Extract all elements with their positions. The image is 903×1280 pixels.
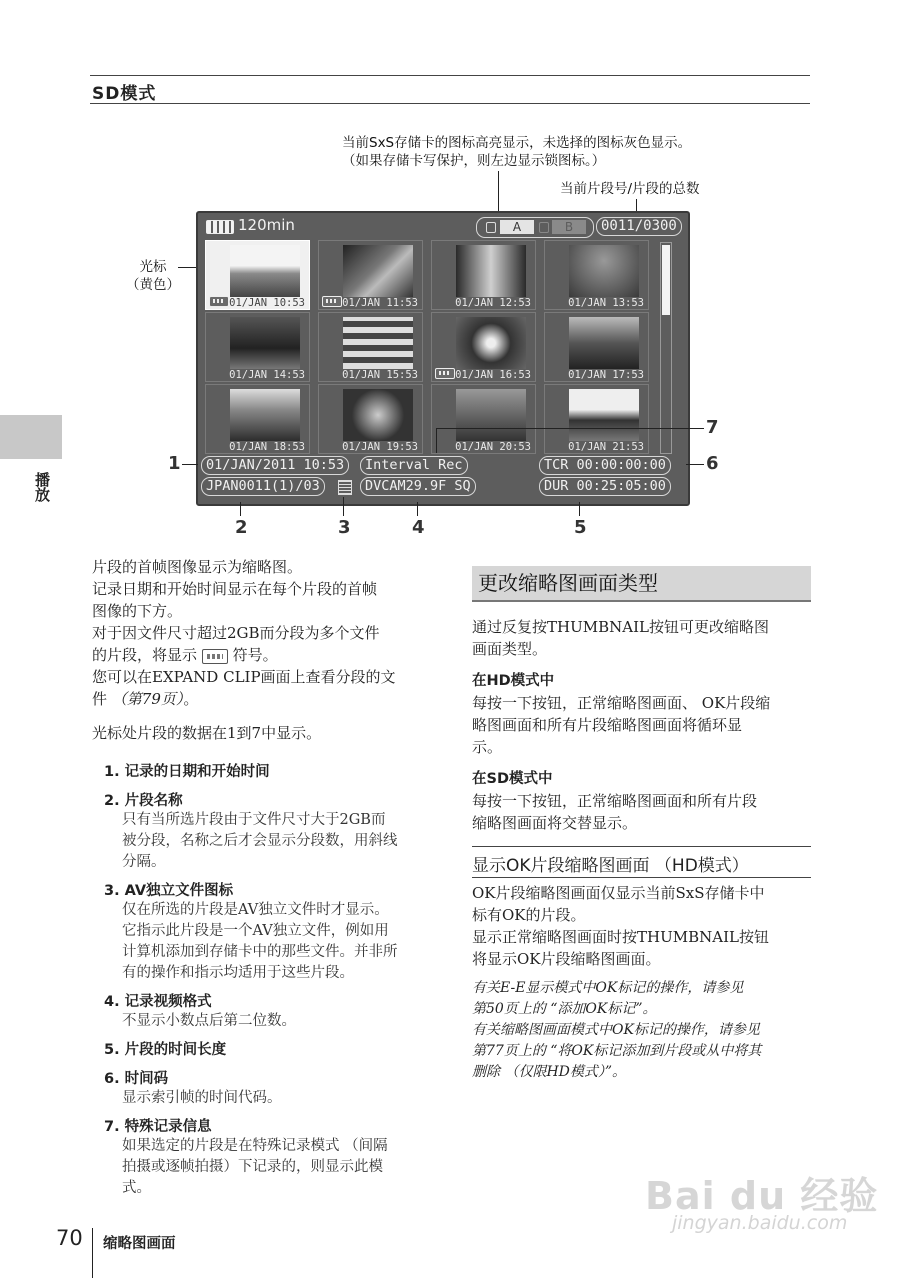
timecode: TCR 00:00:00:00 [539,456,671,475]
thumbnail-cell[interactable] [544,312,649,382]
thumbnail-time: 01/JAN 17:53 [568,369,644,381]
thumbnail-time: 01/JAN 19:53 [342,441,418,453]
item-3-heading: 3. AV独立文件图标 [104,883,234,899]
segment-icon [202,649,228,664]
thumbnail-time: 01/JAN 21:53 [568,441,644,453]
label-6: 6 [706,453,719,474]
lock-icon [486,222,496,233]
thumbnail-image [569,317,639,369]
thumbnail-time: 01/JAN 10:53 [229,297,305,309]
label-1: 1 [168,453,181,474]
thumbnail-image [456,389,526,441]
thumbnail-cell[interactable] [318,312,423,382]
item-1-heading: 1. 记录的日期和开始时间 [104,764,270,780]
watermark-logo: Bai du 经验 [645,1174,879,1218]
segment-icon [435,368,455,379]
clip-duration: DUR 00:25:05:00 [539,477,671,496]
item-2-heading: 2. 片段名称 [104,793,183,809]
thumbnail-image [230,245,300,297]
thumbnail-time: 01/JAN 13:53 [568,297,644,309]
thumbnail-image [230,317,300,369]
label-3: 3 [338,517,351,538]
record-date-time: 01/JAN/2011 10:53 [201,456,349,475]
thumbnail-image [343,317,413,369]
callout-clip-count: 当前片段号/片段的总数 [560,181,700,197]
footer-section: 缩略图画面 [103,1236,176,1252]
thumbnail-image [343,389,413,441]
battery-icon [206,220,234,234]
side-tab [0,415,62,459]
thumbnail-screen [196,211,690,506]
callout-slot-highlight: 当前SxS存储卡的图标高亮显示，未选择的图标灰色显示。 （如果存储卡写保护，则左边显示锁图标。） [342,135,692,169]
thumbnail-cell[interactable] [205,240,310,310]
thumbnail-cell[interactable] [431,384,536,454]
label-2: 2 [235,517,248,538]
thumbnail-cell[interactable] [318,384,423,454]
item-4-heading: 4. 记录视频格式 [104,994,212,1010]
slot-a: A [500,220,534,234]
thumbnail-cell[interactable] [205,312,310,382]
thumbnail-time: 01/JAN 20:53 [455,441,531,453]
thumbnail-image [456,317,526,369]
sd-mode-heading: 在SD模式中 [472,771,553,787]
thumbnail-cell[interactable] [544,384,649,454]
watermark-url: jingyan.baidu.com [672,1212,848,1234]
section-title-sd-mode: SD模式 [92,84,157,104]
thumbnail-cell[interactable] [205,384,310,454]
scrollbar[interactable] [660,242,672,454]
thumbnail-time: 01/JAN 14:53 [229,369,305,381]
callout-cursor: 光标 （黄色） [126,259,180,293]
item-5-heading: 5. 片段的时间长度 [104,1042,227,1058]
slot-b: B [552,220,586,234]
item-6-heading: 6. 时间码 [104,1071,169,1087]
thumbnail-image [230,389,300,441]
ok-clip-heading: 显示OK片段缩略图画面 （HD模式） [472,856,749,876]
ok-clip-body: OK片段缩略图画面仅显示当前SxS存储卡中 标有OK的片段。 显示正常缩略图画面时按THUMBNAIL按钮 将显示OK片段缩略图画面。 有关E-E显示模式中OK标记的操作，请参见 第50页上的 “添加OK标记”。 有关缩略图画面模式中OK标记的操作，请参见 第77页上的 “将OK标记添加到片段或从中将其 删除 （仅限HD模式）”。 [472,884,769,1080]
thumbnail-image [569,389,639,441]
item-7-heading: 7. 特殊记录信息 [104,1119,212,1135]
thumbnail-cell[interactable] [431,312,536,382]
clip-name: JPAN0011(1)/03 [201,477,325,496]
segment-icon [209,296,229,307]
battery-remaining: 120min [238,216,295,234]
thumbnail-image [569,245,639,297]
video-format: DVCAM29.9F SQ [360,477,476,496]
thumbnail-time: 01/JAN 18:53 [229,441,305,453]
label-4: 4 [412,517,425,538]
thumbnail-time: 01/JAN 11:53 [342,297,418,309]
left-item-list: 1. 记录的日期和开始时间 2. 片段名称 只有当所选片段由于文件尺寸大于2GB而 被分段，名称之后才会显示分段数，用斜线 分隔。 3. AV独立文件图标 仅在所选的片段是AV独立文件时才显示。 它指示此片段是一个AV独立文件，例如用 计算机添加到存储卡中的那些文件。并非所 有的操作和指示均适用于这些片段。 4. 记录视频格式 不显示小数点后第二位数。 5. 片段的时间长度 6. 时间码 显示索引帧的时间代码。 7. 特殊记录信息 如果选定的片段是在特殊记录模式 （间隔 拍摄或逐帧拍摄）下记录的，则显示此模 式。 [104,760,444,1199]
section-heading-change-type: 更改缩略图画面类型 [472,566,811,602]
label-5: 5 [574,517,587,538]
right-body: 通过反复按THUMBNAIL按钮可更改缩略图 画面类型。 在HD模式中 每按一下按钮，正常缩略图画面、 OK片段缩 略图画面和所有片段缩略图画面将循环显 示。 在SD模式中 每按一下按钮，正常缩略图画面和所有片段 缩略图画面将交替显示。 [472,616,817,834]
clip-counter: 0011/0300 [596,217,682,236]
thumbnail-time: 01/JAN 12:53 [455,297,531,309]
av-independent-file-icon [338,480,352,495]
left-intro: 片段的首帧图像显示为缩略图。 记录日期和开始时间显示在每个片段的首帧 图像的下方。 对于因文件尺寸超过2GB而分段为多个文件 的片段，将显示 符号。 您可以在EXPAND CLIP画面上查看分段的文 件 （第79页）。 光标处片段的数据在1到7中显示。 [92,558,396,742]
thumbnail-image [456,245,526,297]
hd-mode-heading: 在HD模式中 [472,673,555,689]
thumbnail-image [343,245,413,297]
thumbnail-cell[interactable] [544,240,649,310]
thumbnail-cell[interactable] [318,240,423,310]
segment-icon [322,296,342,307]
page-ref-79[interactable]: （第79页） [111,690,184,708]
thumbnail-cell[interactable] [431,240,536,310]
scrollbar-thumb[interactable] [662,245,670,315]
special-rec-info: Interval Rec [360,456,468,475]
side-tab-label: 播放 [33,472,51,502]
page-number: 70 [56,1226,83,1250]
thumbnail-time: 01/JAN 16:53 [455,369,531,381]
thumbnail-time: 01/JAN 15:53 [342,369,418,381]
label-7: 7 [706,417,719,438]
thumbnail-grid [205,240,657,456]
lock-icon-b [539,222,549,233]
